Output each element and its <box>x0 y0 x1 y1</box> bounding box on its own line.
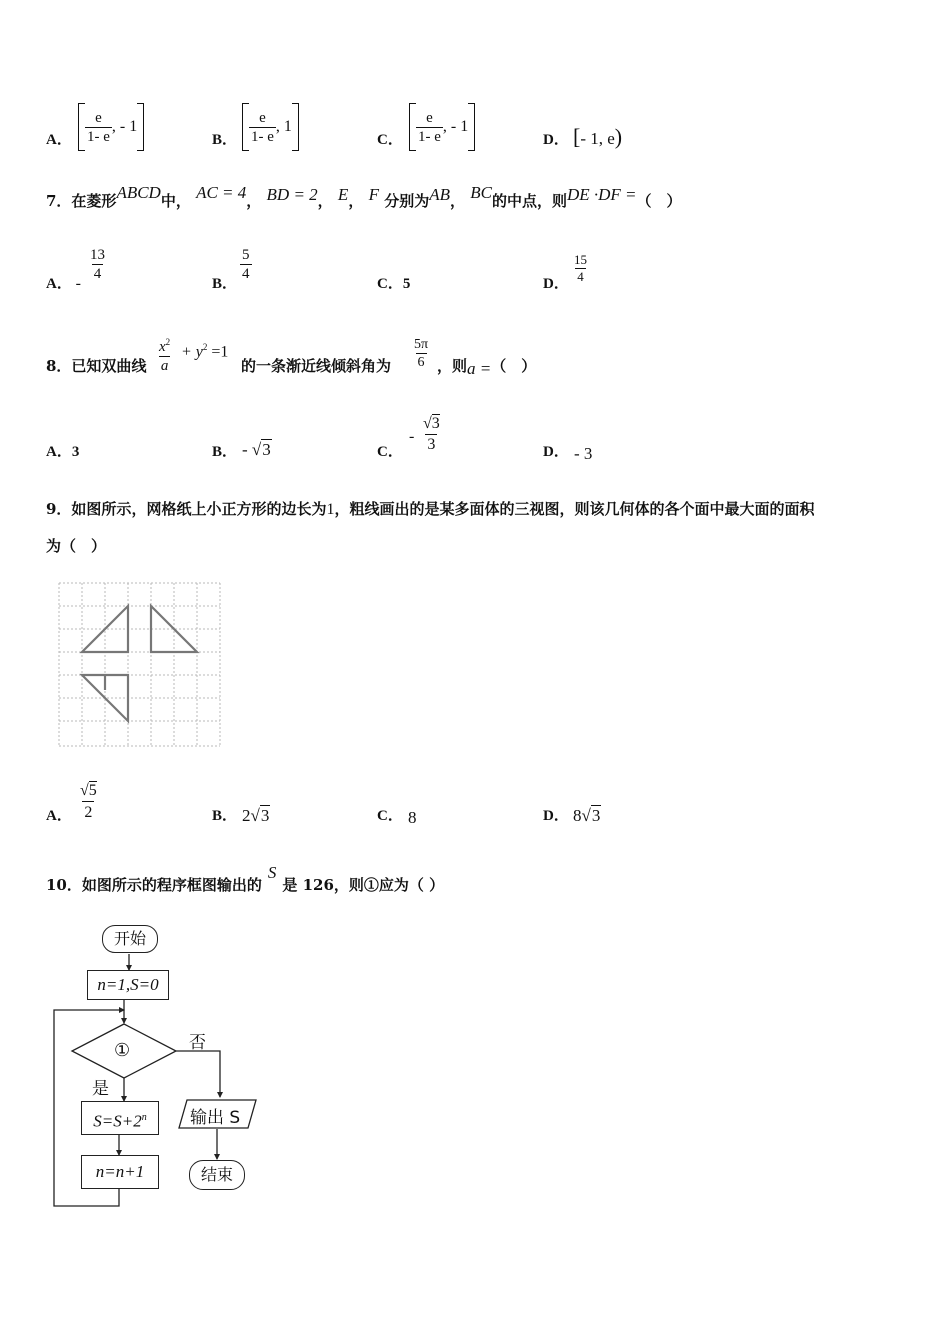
option-label: C． <box>377 132 403 148</box>
flowchart-start <box>102 925 158 953</box>
q9-option-b <box>212 804 237 825</box>
flowchart-yes-label <box>92 1074 109 1099</box>
q6-option-d-value <box>573 124 622 150</box>
radicand: 5 <box>88 782 97 799</box>
numerator: 15 <box>574 252 587 267</box>
stem-text: ， <box>348 192 364 210</box>
option-label: A． <box>46 132 72 148</box>
coefficient: 8 <box>573 806 582 825</box>
left-bracket <box>409 103 416 151</box>
grid-lines <box>59 583 220 746</box>
q8-option-b-value: - √3 <box>242 440 271 459</box>
q6-option-a <box>46 128 72 149</box>
flowchart-no-label <box>189 1028 206 1053</box>
rest-text: , - 1 <box>442 118 469 135</box>
numerator: 5 <box>242 247 250 263</box>
step-sum-label: S=S+2 <box>93 1111 142 1131</box>
var-f: F <box>368 185 379 204</box>
q8-angle-fraction <box>412 336 430 371</box>
end-label: 结束 <box>200 1165 233 1184</box>
q9-option-d-value: 8√3 <box>573 806 601 825</box>
numerator: 13 <box>90 247 105 263</box>
var-s: S <box>267 863 277 882</box>
option-label: B． <box>212 276 238 292</box>
q9-option-a <box>46 804 72 825</box>
option-label: B． <box>212 132 238 148</box>
q7-option-c <box>377 272 410 293</box>
exponent: 2 <box>202 342 208 352</box>
stem-text: 是 126，则①应为（ ） <box>282 876 445 894</box>
q7-option-d <box>543 272 569 293</box>
radicand: 3 <box>262 440 271 459</box>
left-bracket <box>242 103 249 151</box>
numerator <box>157 333 172 356</box>
q6-option-d <box>543 128 569 149</box>
radicand: 3 <box>431 415 440 432</box>
start-label: 开始 <box>113 929 146 948</box>
q10-stem <box>46 863 445 895</box>
denominator: 1- e <box>251 128 274 145</box>
option-text: - 1, e <box>580 129 615 148</box>
q8-hyperbola-rest <box>181 342 228 361</box>
denominator: 1- e <box>87 128 110 145</box>
option-text: 8 <box>408 808 417 827</box>
no-label: 否 <box>189 1033 206 1053</box>
left-bracket: [ <box>573 124 581 149</box>
equals-one: =1 <box>211 343 229 361</box>
option-label: D． <box>543 132 569 148</box>
coefficient: 2 <box>242 806 251 825</box>
minus-sign: - <box>409 428 415 445</box>
q7-option-a <box>46 272 81 293</box>
q8-stem-suffix <box>437 355 536 376</box>
option-text: A．3 <box>46 444 80 460</box>
condition-label: ① <box>114 1040 131 1061</box>
option-label: C． <box>377 444 403 460</box>
numerator: e <box>95 109 102 126</box>
numerator: √5 <box>80 782 97 799</box>
var-ab: AB <box>429 185 450 204</box>
q9-option-c <box>377 804 403 825</box>
stem-text: 中， <box>160 192 191 210</box>
q6-option-b-value <box>242 103 299 151</box>
right-bracket <box>468 103 475 151</box>
expr-bd: BD = 2 <box>266 185 318 204</box>
q8-option-c-value <box>421 414 442 455</box>
q8-stem-mid <box>241 355 391 376</box>
exponent: n <box>141 1112 147 1123</box>
flowchart-output <box>190 1103 240 1128</box>
stem-text: 为（ ） <box>46 537 107 555</box>
flowchart-condition <box>114 1040 130 1061</box>
radicand: 3 <box>591 806 601 825</box>
var-a: a = <box>467 359 492 378</box>
flowchart-init-box <box>87 970 169 1000</box>
q8-option-b <box>212 440 237 461</box>
q9-stem-line2 <box>46 535 106 556</box>
q6-option-b <box>212 128 237 149</box>
exponent: 2 <box>165 337 171 347</box>
answer-blank: （ ） <box>491 357 537 375</box>
right-bracket <box>137 103 144 151</box>
answer-blank: （ ） <box>636 192 682 210</box>
stem-text: 8．已知双曲线 <box>46 357 147 375</box>
denominator: 4 <box>93 266 102 282</box>
q8-stem-prefix <box>46 355 146 376</box>
q9-option-c-value <box>408 808 417 828</box>
flowchart-end <box>189 1160 245 1190</box>
three-view-grid-figure <box>56 580 226 750</box>
denominator: 6 <box>417 355 425 370</box>
view-outlines <box>82 606 197 721</box>
plus-y: + y <box>181 343 203 361</box>
expr-ac: AC = 4 <box>196 183 247 202</box>
q8-option-d-value <box>574 444 592 464</box>
stem-text: 9．如图所示，网格纸上小正方形的边长为 <box>46 500 327 518</box>
q7-option-d-value <box>572 252 589 285</box>
fraction <box>416 109 443 146</box>
denominator: 4 <box>577 269 584 284</box>
numerator: √3 <box>423 415 440 432</box>
stem-text: ， <box>317 192 333 210</box>
stem-text: 分别为 <box>384 192 430 210</box>
option-label: B． <box>212 444 238 460</box>
q6-option-a-value <box>78 103 144 151</box>
rest-text: , - 1 <box>111 118 138 135</box>
denominator: 4 <box>242 266 250 282</box>
numerator: 5π <box>414 337 429 352</box>
numerator: e <box>426 109 433 126</box>
stem-text: ，则 <box>437 357 468 375</box>
q8-option-d <box>543 440 569 461</box>
fraction <box>249 109 276 146</box>
q8-option-c <box>377 440 403 461</box>
option-text: C．5 <box>377 276 411 292</box>
stem-text: 7．在菱形 <box>46 192 117 210</box>
right-paren: ) <box>614 124 623 149</box>
fraction <box>85 109 112 146</box>
q9-option-d <box>543 804 569 825</box>
option-label: A． <box>46 808 72 824</box>
q8-option-a <box>46 440 79 461</box>
flowchart-step-sum <box>81 1101 159 1135</box>
q9-option-a-value <box>78 780 99 823</box>
unit-length: 1 <box>326 501 335 518</box>
stem-text: ， <box>246 192 262 210</box>
option-label: D． <box>543 276 569 292</box>
var-e: E <box>337 185 349 204</box>
yes-label: 是 <box>92 1079 109 1099</box>
q8-hyperbola-fraction <box>157 333 172 375</box>
minus-sign: - <box>75 275 81 292</box>
q6-option-c-value <box>409 103 475 151</box>
option-label: C． <box>377 808 403 824</box>
q7-option-b-value <box>240 246 252 283</box>
denominator: a <box>160 358 169 374</box>
denominator: 1- e <box>418 128 441 145</box>
q9-option-b-value: 2√3 <box>242 806 270 825</box>
stem-text: 10．如图所示的程序框图输出的 <box>46 876 262 894</box>
denominator: 3 <box>427 436 436 453</box>
stem-text: ， <box>449 192 465 210</box>
init-label: n=1,S=0 <box>97 975 159 994</box>
q7-stem <box>46 183 682 211</box>
expr-dot-product: DE ·DF = <box>566 185 637 204</box>
q6-option-c <box>377 128 403 149</box>
q7-option-a-value <box>88 246 107 283</box>
stem-text: ，粗线画出的是某多面体的三视图，则该几何体的各个面中最大面的面积 <box>334 500 815 518</box>
flowchart-step-increment <box>81 1155 159 1189</box>
option-label: D． <box>543 808 569 824</box>
left-bracket <box>78 103 85 151</box>
output-label: 输出 S <box>190 1108 241 1128</box>
var-x: x <box>159 339 166 355</box>
radicand: 3 <box>260 806 270 825</box>
numerator: e <box>259 109 266 126</box>
arrow-no <box>176 1051 220 1097</box>
q7-option-b <box>212 272 237 293</box>
step-increment-label: n=n+1 <box>95 1162 145 1181</box>
minus-sign: - <box>242 440 248 459</box>
option-label: D． <box>543 444 569 460</box>
var-abcd: ABCD <box>116 183 161 202</box>
option-text: - 3 <box>574 444 593 463</box>
q9-stem-line1 <box>46 498 814 519</box>
stem-text: 的一条渐近线倾斜角为 <box>241 357 392 375</box>
stem-text: 的中点，则 <box>491 192 567 210</box>
q8-option-c-sign <box>409 428 414 446</box>
option-label: B． <box>212 808 238 824</box>
denominator: 2 <box>82 801 94 823</box>
var-bc: BC <box>470 183 492 202</box>
rest-text: , 1 <box>275 118 292 135</box>
right-bracket <box>292 103 299 151</box>
option-label: A． <box>46 276 72 292</box>
